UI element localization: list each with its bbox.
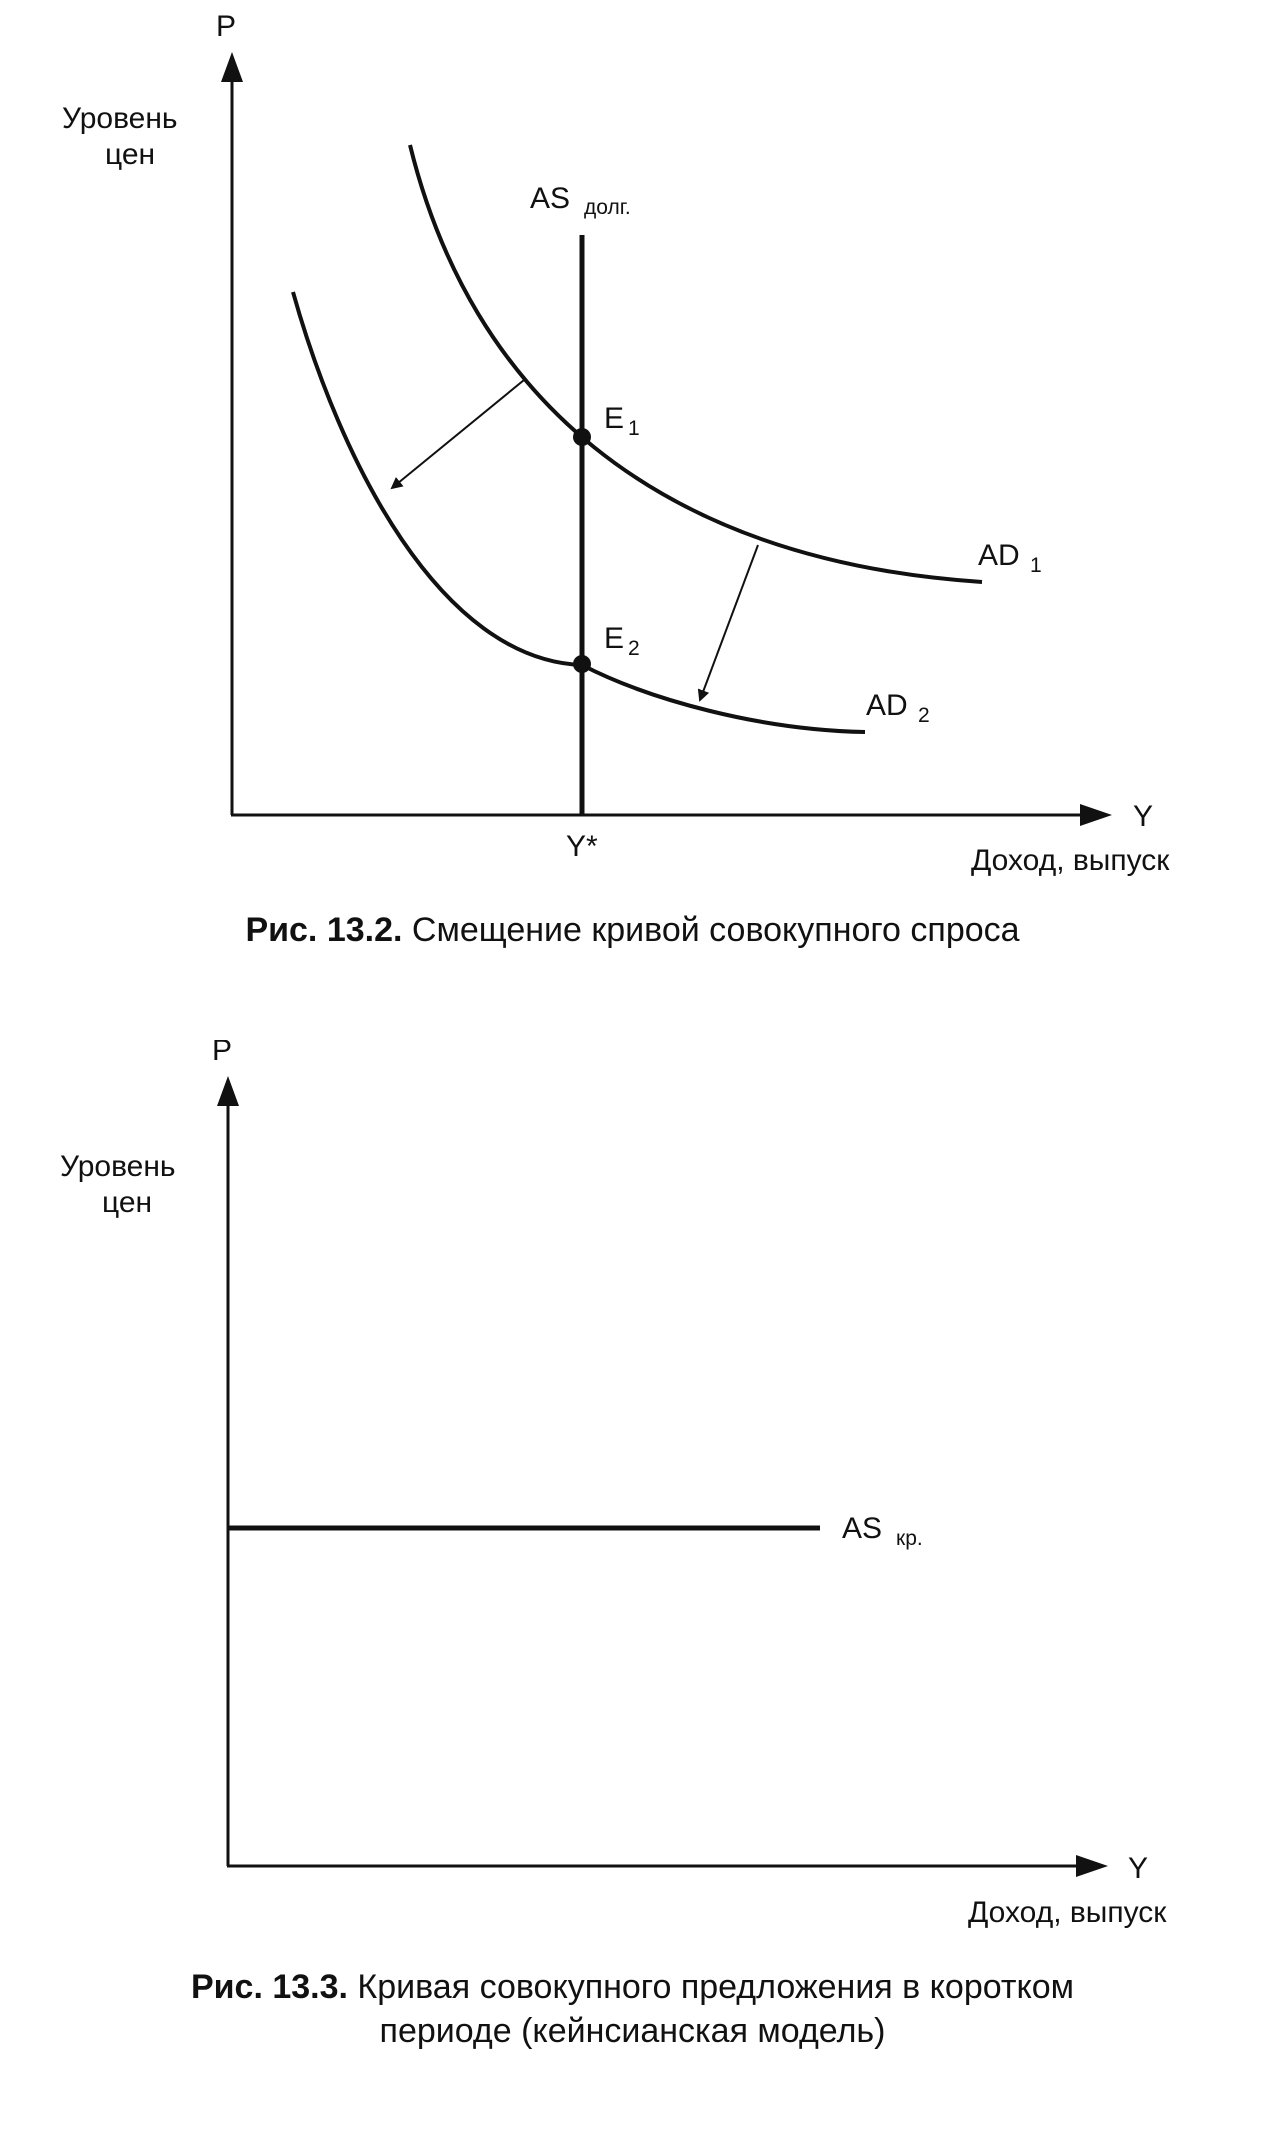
e1-label: E [604, 402, 625, 435]
y-axis-symbol: P [212, 1040, 233, 1067]
ad1-label: AD [978, 539, 1020, 572]
caption-number: Рис. 13.3. [190, 1968, 348, 2006]
caption-line1 [0, 1965, 1265, 2009]
ad2-label: AD [866, 689, 908, 722]
caption-line2: периоде (кейнсианская модель) [379, 2012, 886, 2050]
e2-sub: 2 [628, 637, 640, 660]
figure-13-3 [0, 1040, 1265, 2134]
y-axis-arrowhead [217, 1076, 239, 1106]
x-axis-arrowhead [1076, 1855, 1108, 1877]
ad2-sub: 2 [918, 704, 930, 727]
as-sub: кр. [896, 1527, 923, 1550]
e1-sub: 1 [628, 417, 640, 440]
as-label: AS [530, 182, 571, 215]
x-axis-label: Доход, выпуск [968, 1896, 1167, 1929]
y-axis-arrowhead [221, 52, 243, 82]
ad1-sub: 1 [1030, 554, 1042, 577]
e2-label: E [604, 622, 625, 655]
as-sub: долг. [584, 196, 631, 219]
ystar-label: Y* [566, 830, 598, 863]
y-axis-symbol: P [216, 10, 237, 43]
x-axis-arrowhead [1080, 804, 1112, 826]
y-axis-label-line1: Уровень [62, 102, 178, 135]
caption-number: Рис. 13.2. [245, 911, 403, 949]
shift-arrow-right [700, 545, 758, 700]
ad1-curve [410, 145, 982, 582]
x-axis-symbol: Y [1128, 1852, 1149, 1885]
shift-arrow-left [392, 380, 524, 488]
y-axis-label-line2: цен [102, 1186, 153, 1219]
e1-point [573, 428, 591, 446]
ad-shift-diagram [0, 0, 1265, 960]
figure-13-2 [0, 0, 1265, 960]
y-axis-label-line2: цен [105, 138, 156, 171]
y-axis-label-line1: Уровень [60, 1150, 176, 1183]
figure-13-3-caption [0, 1965, 1265, 2053]
figure-13-2-caption [0, 908, 1265, 952]
e2-point [573, 655, 591, 673]
x-axis-label: Доход, выпуск [971, 844, 1170, 877]
x-axis-symbol: Y [1133, 800, 1154, 833]
as-label: AS [842, 1512, 883, 1545]
caption-text: Кривая совокупного предложения в коротком [347, 1968, 1075, 2006]
caption-text: Смещение кривой совокупного спроса [402, 911, 1020, 949]
